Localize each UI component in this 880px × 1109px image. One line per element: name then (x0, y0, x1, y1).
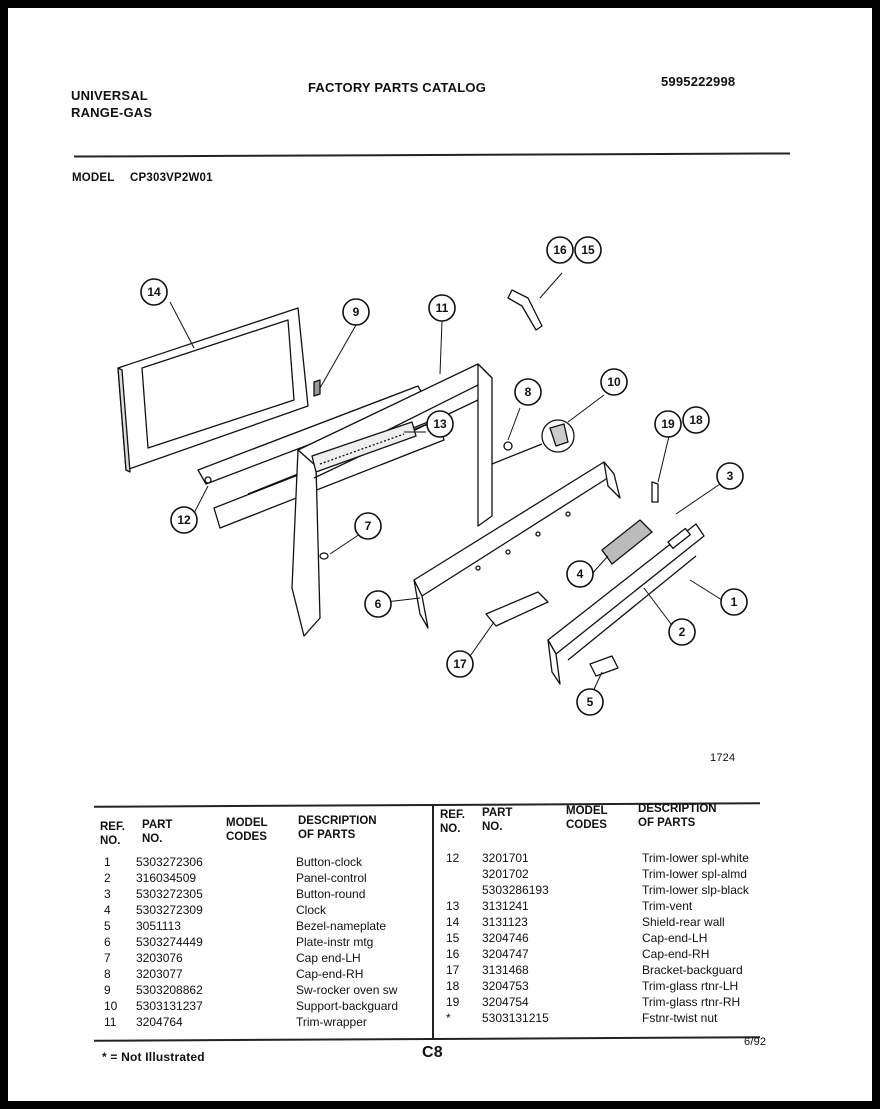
catalog-number: 5995222998 (661, 74, 736, 89)
svg-text:13: 13 (433, 417, 447, 431)
col-model-header-right: MODEL CODES (566, 805, 608, 831)
figure-number: 1724 (710, 752, 736, 764)
svg-text:10: 10 (607, 375, 621, 389)
revision-date: 6/92 (744, 1036, 767, 1048)
part-clock (602, 520, 652, 564)
table-divider (432, 804, 434, 1038)
part-cap-end-top (508, 290, 542, 330)
page-code: C8 (422, 1044, 443, 1061)
part-cap-end-lh (320, 553, 328, 559)
callout-8 (515, 379, 541, 405)
model-label: MODEL (72, 172, 115, 184)
svg-text:12: 12 (177, 513, 191, 527)
svg-text:9: 9 (352, 305, 360, 319)
callout-19 (655, 411, 681, 437)
col-desc-header-right: DESCRIPTION OF PARTS (638, 803, 717, 829)
part-trim-glass-rtnr (652, 482, 658, 502)
col-model-header: MODEL CODES (226, 817, 268, 843)
callout-labels (141, 237, 747, 715)
col-part-header: PART NO. (142, 819, 173, 845)
table-bottom-rule (94, 1036, 760, 1041)
svg-text:11: 11 (435, 301, 449, 315)
callout-2 (669, 619, 695, 645)
part-bezel-nameplate (590, 656, 618, 676)
brand-line-1: UNIVERSAL (71, 88, 148, 103)
callout-9 (343, 299, 369, 325)
svg-text:1: 1 (730, 595, 738, 609)
callout-15 (575, 237, 601, 263)
callout-11 (429, 295, 455, 321)
part-bracket-backguard (486, 592, 548, 626)
part-sw-rocker (314, 380, 320, 396)
callout-6 (365, 591, 391, 617)
part-cap-end-rh (504, 442, 512, 450)
svg-text:14: 14 (147, 285, 161, 299)
col-ref-header-right: REF. NO. (440, 809, 465, 835)
callout-4 (567, 561, 593, 587)
callout-12 (171, 507, 197, 533)
part-rocker-switch (542, 420, 574, 452)
svg-text:6: 6 (374, 597, 382, 611)
svg-text:7: 7 (364, 519, 372, 533)
callout-5 (577, 689, 603, 715)
part-trim-wrapper (292, 364, 492, 636)
callout-10 (601, 369, 627, 395)
svg-text:19: 19 (661, 417, 675, 431)
col-part-header-right: PART NO. (482, 807, 513, 833)
catalog-page: UNIVERSAL RANGE-GAS FACTORY PARTS CATALOG 5995222998 MODEL CP303VP2W01 14 9 11 16 15 8 10 13 19 18 3 12 7 4 1 6 2 17 5 1724 REF. NO. PART NO. MODEL CODES DESCRIPTION OF PARTS REF. NO. PART NO. MODEL CODES DESCRIPTION OF PARTS 1 5303272306 Button-clock 2 316034509 Panel-control 3 5303272305 Button-round 4 5303272309 Clock 5 3051113 Bezel-nameplate 6 5303274449 Plate-instr mtg 7 3203076 Cap end-LH 8 3203077 Cap-end-RH 9 5303208862 Sw-rocker oven sw 10 5303131237 Support-backguard 11 3204764 Trim-wrapper 12 3201701 Trim-lower spl-white 3201702 Trim-lower spl-almd 5303286193 Trim-lower slp-black 13 3131241 Trim-vent 14 3131123 Shield-rear wall 15 3204746 Cap-end-LH 16 3204747 Cap-end-RH 17 3131468 Bracket-backguard 18 3204753 Trim-glass rtnr-LH 19 3204754 Trim-glass rtnr-RH * 5303131215 Fstnr-twist nut * = Not Illustrated C8 6/92 (8, 8, 872, 1101)
svg-text:5: 5 (586, 695, 594, 709)
svg-text:8: 8 (524, 385, 532, 399)
col-ref-header: REF. NO. (100, 821, 125, 847)
svg-text:3: 3 (726, 469, 734, 483)
model-number: CP303VP2W01 (130, 172, 213, 184)
callout-16 (547, 237, 573, 263)
callout-18 (683, 407, 709, 433)
svg-text:16: 16 (553, 243, 567, 257)
catalog-title: FACTORY PARTS CATALOG (308, 80, 487, 95)
callout-14 (141, 279, 167, 305)
svg-text:15: 15 (581, 243, 595, 257)
svg-text:17: 17 (453, 657, 467, 671)
svg-text:2: 2 (678, 625, 686, 639)
callout-13 (427, 411, 453, 437)
svg-text:4: 4 (576, 567, 584, 581)
callout-7 (355, 513, 381, 539)
col-desc-header: DESCRIPTION OF PARTS (298, 815, 377, 841)
svg-text:18: 18 (689, 413, 703, 427)
callout-17 (447, 651, 473, 677)
footnote: * = Not Illustrated (102, 1050, 205, 1064)
callout-1 (721, 589, 747, 615)
brand-line-2: RANGE-GAS (71, 105, 153, 120)
callout-3 (717, 463, 743, 489)
exploded-parts-diagram (8, 8, 872, 788)
